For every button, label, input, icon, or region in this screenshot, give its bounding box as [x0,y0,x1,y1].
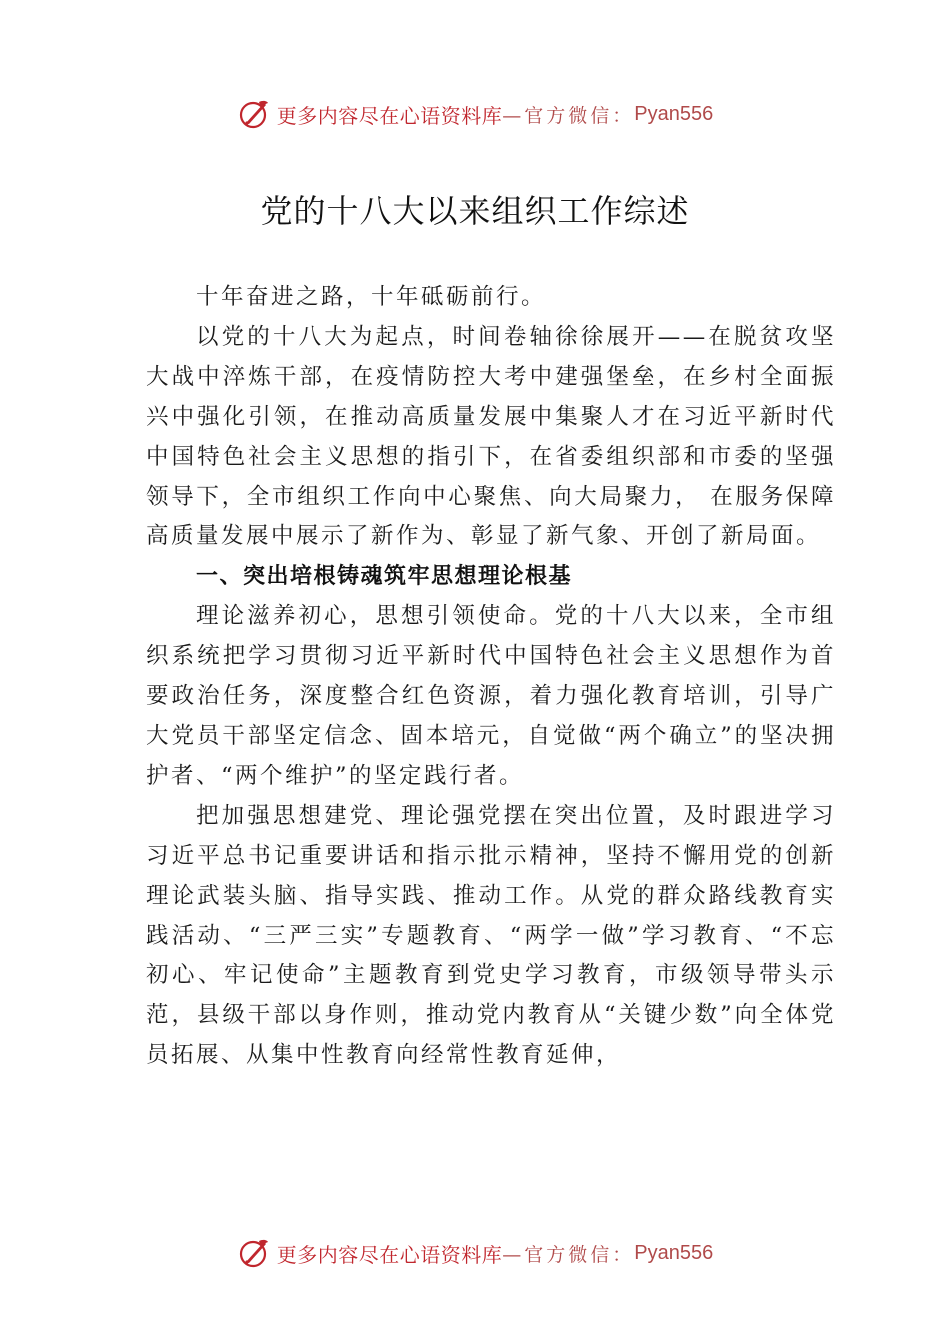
banner-wechat-label: —官方微信： [502,104,635,127]
banner-brand-text: 更多内容尽在心语资料库 [276,103,503,128]
section-paragraph-2: 把加强思想建党、理论强党摆在突出位置，及时跟进学习习近平总书记重要讲话和指示批示精神，坚持不懈用党的创新理论武装头脑、指导实践、推动工作。从党的群众路线教育实践活动、“三严三实”专题教育、“两学一做”学习教育、“不忘初心、牢记使命”主题教育到党史学习教育，市级领导带头示范，县级干部以身作则，推动党内教育从“关键少数”向全体党员拓展、从集中性教育向经常性教育延伸， [146,802,836,1069]
header-banner [0,92,950,136]
section-heading-1: 一、突出培根铸魂筑牢思想理论根基 [196,564,573,590]
banner-brand-text: 更多内容尽在心语资料库 [276,1242,503,1267]
section-paragraph-1: 理论滋养初心，思想引领使命。党的十八大以来，全市组织系统把学习贯彻习近平新时代中国特色社会主义思想作为首要政治任务，深度整合红色资源，着力强化教育培训，引导广大党员干部坚定信念、固本培元，自觉做“两个确立”的坚决拥护者、“两个维护”的坚定践行者。 [146,603,836,789]
document-body [146,278,836,1076]
quill-pen-logo-icon [237,1236,271,1270]
banner-wechat-id: Pyan556 [634,1241,714,1264]
intro-paragraph-2: 以党的十八大为起点，时间卷轴徐徐展开——在脱贫攻坚大战中淬炼干部，在疫情防控大考中建强堡垒，在乡村全面振兴中强化引领，在推动高质量发展中集聚人才在习近平新时代中国特色社会主义思想的指引下，在省委组织部和市委的坚强领导下，全市组织工作向中心聚焦、向大局聚力， 在服务保障高质量发展中展示了新作为、彰显了新气象、开创了新局面。 [146,323,836,550]
quill-pen-logo-icon [237,97,271,131]
intro-paragraph-1: 十年奋进之路，十年砥砺前行。 [196,284,547,310]
banner-wechat-label: —官方微信： [502,1243,635,1266]
footer-banner [0,1231,950,1275]
banner-wechat-id: Pyan556 [634,102,714,125]
document-title: 党的十八大以来组织工作综述 [260,192,690,230]
